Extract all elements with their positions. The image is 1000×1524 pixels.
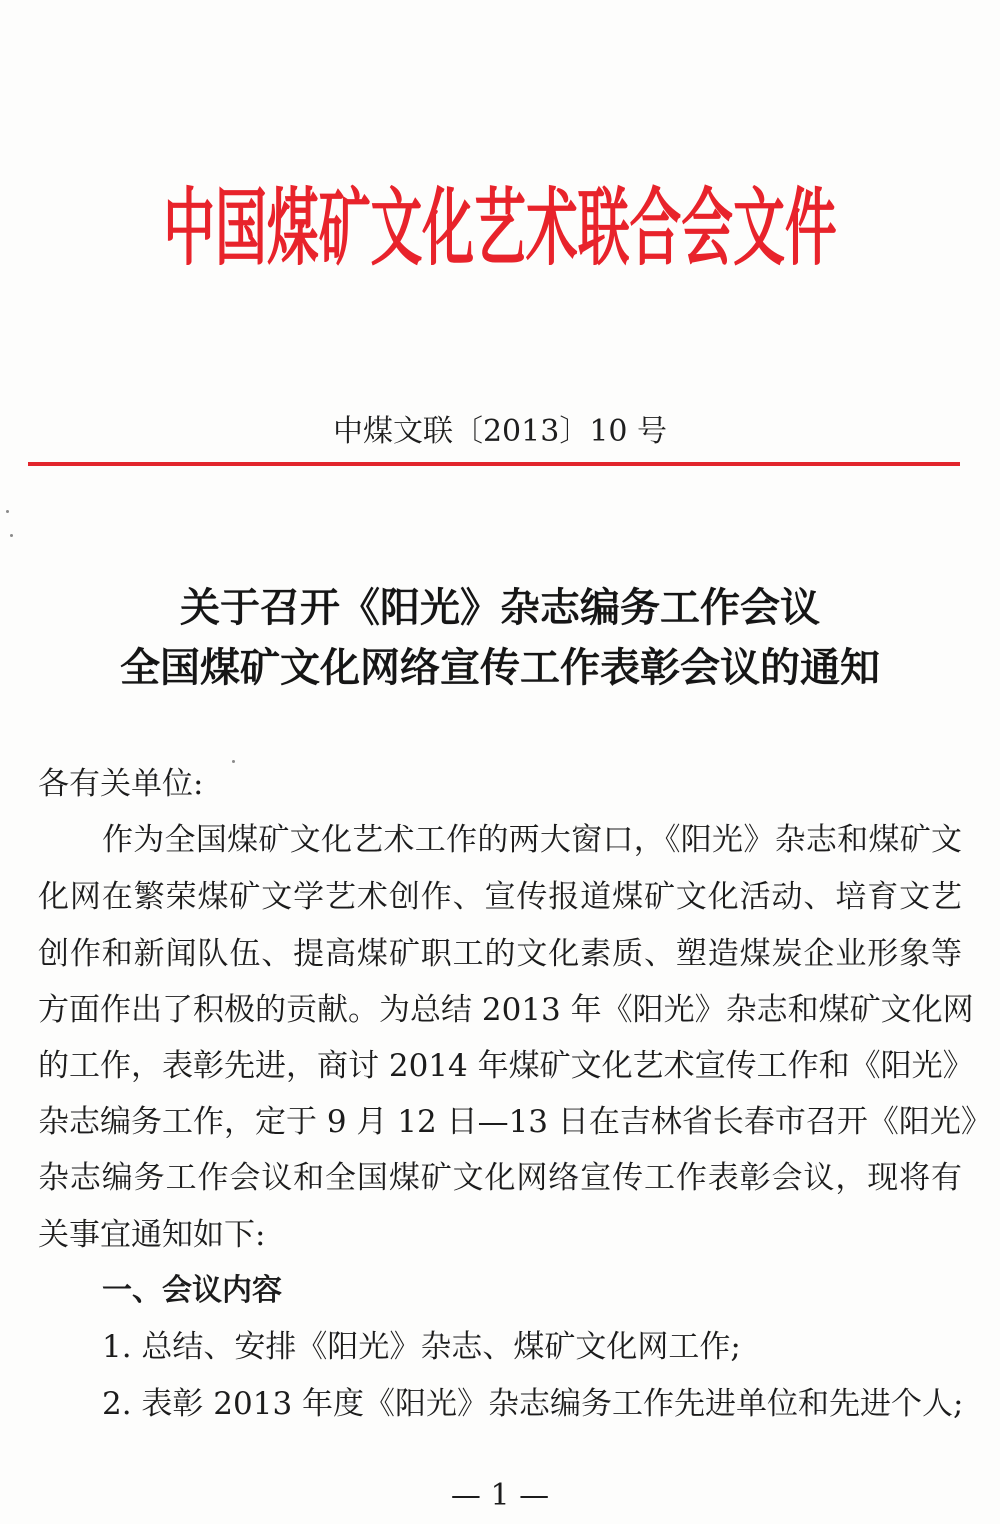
scan-speck	[6, 510, 9, 513]
body-line: 化网在繁荣煤矿文学艺术创作、宣传报道煤矿文化活动、培育文艺	[38, 879, 962, 915]
section-heading: 一、会议内容	[102, 1273, 282, 1308]
doc-number: 中煤文联〔2013〕10 号	[332, 414, 668, 449]
body-line: 的工作，表彰先进，商讨 2014 年煤矿文化艺术宣传工作和《阳光》	[38, 1048, 974, 1084]
title-line-1: 关于召开《阳光》杂志编务工作会议	[180, 584, 820, 631]
list-item: 1. 总结、安排《阳光》杂志、煤矿文化网工作;	[102, 1329, 741, 1365]
body-line: 作为全国煤矿文化艺术工作的两大窗口，《阳光》杂志和煤矿文	[102, 822, 962, 858]
salutation: 各有关单位:	[38, 766, 204, 802]
body-line: 杂志编务工作，定于 9 月 12 日—13 日在吉林省长春市召开《阳光》	[38, 1104, 992, 1140]
body-line: 关事宜通知如下:	[38, 1217, 266, 1253]
body-line: 杂志编务工作会议和全国煤矿文化网络宣传工作表彰会议，现将有	[38, 1160, 962, 1196]
list-item: 2. 表彰 2013 年度《阳光》杂志编务工作先进单位和先进个人;	[102, 1386, 964, 1422]
red-divider	[28, 462, 960, 466]
scan-speck	[10, 534, 13, 537]
scan-speck	[232, 760, 235, 763]
body-line: 创作和新闻队伍、提高煤矿职工的文化素质、塑造煤炭企业形象等	[38, 936, 962, 972]
body-line: 方面作出了积极的贡献。为总结 2013 年《阳光》杂志和煤矿文化网	[38, 992, 974, 1028]
page-number: — 1 —	[450, 1478, 550, 1513]
title-line-2: 全国煤矿文化网络宣传工作表彰会议的通知	[120, 644, 880, 691]
org-header: 中国煤矿文化艺术联合会文件	[163, 178, 837, 278]
